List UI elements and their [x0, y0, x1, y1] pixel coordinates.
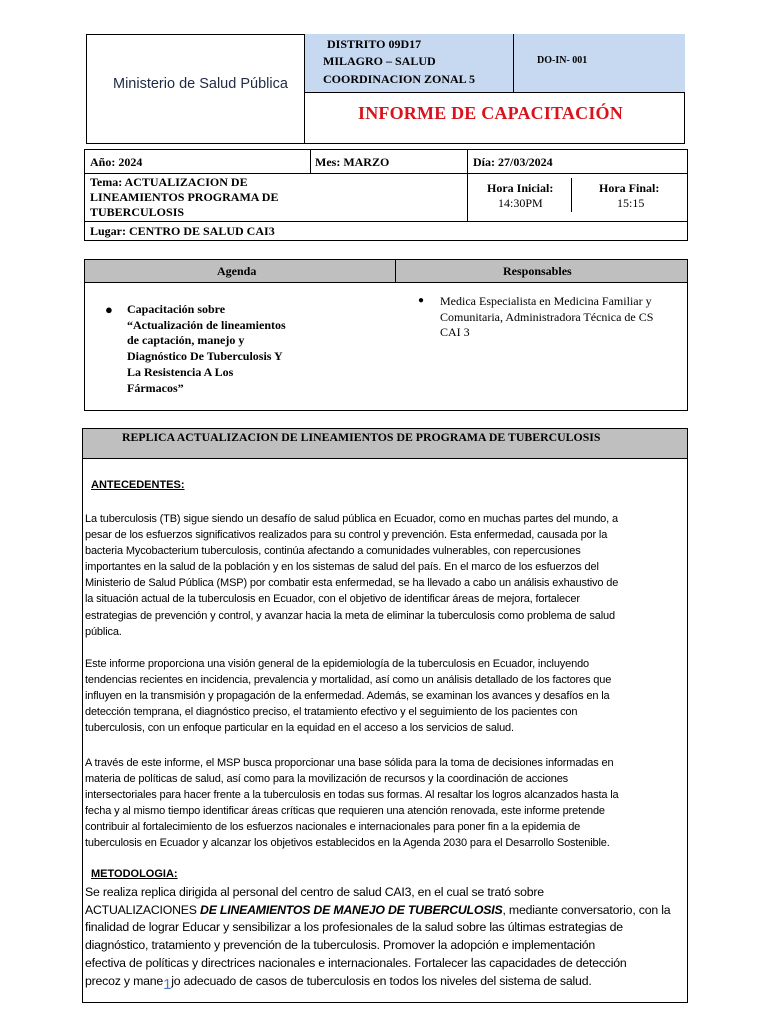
agenda-item-line: Diagnóstico De Tuberculosis Y — [127, 349, 283, 364]
bullet-icon: ● — [418, 295, 425, 306]
responsables-line: Medica Especialista en Medicina Familiar y — [440, 294, 652, 308]
hora-inicial-value: 14:30PM — [498, 196, 543, 210]
responsables-column-header: Responsables — [503, 264, 572, 278]
text-line: materia de políticas de salud, así como para la movilización de recursos y la coordinación de acciones — [85, 773, 569, 786]
district-line: MILAGRO – SALUD — [323, 54, 436, 68]
antecedentes-heading: ANTECEDENTES: — [91, 479, 185, 491]
year-label: Año: 2024 — [90, 155, 143, 169]
agenda-header-row — [84, 259, 688, 283]
text-line: la situación actual de la tuberculosis en Ecuador, con el objetivo de identificar áreas de mejora, fortalecer — [85, 593, 580, 606]
text-line: pública. — [85, 625, 122, 638]
text-line: Ministerio de Salud Pública (MSP) por combatir esta enfermedad, se ha llevado a cabo un análisis exhaustivo de — [85, 577, 619, 590]
text-span: ACTUALIZACIONES — [85, 902, 201, 917]
report-title-cell — [305, 93, 685, 144]
text-line: tendencias recientes en incidencia, prevalencia y mortalidad, así como un análisis detallado de los factores que — [85, 674, 612, 687]
text-line: finalidad de lograr Educar y sensibilizar a los profesionales de la salud sobre las últimas estrategias de — [85, 920, 623, 935]
responsables-line: Comunitaria, Administradora Técnica de CS — [440, 309, 654, 324]
text-line: efectiva de políticas y directrices nacionales e internacionales. Fortalecer las capacidades de detección — [85, 955, 627, 970]
antecedentes-paragraph-1 — [85, 511, 685, 640]
text-span: jo adecuado de casos de tuberculosis en todos los niveles del sistema de salud. — [171, 973, 592, 988]
bullet-icon: ● — [105, 302, 113, 317]
replica-title: REPLICA ACTUALIZACION DE LINEAMIENTOS DE PROGRAMA DE TUBERCULOSIS — [122, 430, 601, 444]
responsables-line: CAI 3 — [440, 325, 470, 339]
text-line: Se realiza replica dirigida al personal del centro de salud CAI3, en el cual se trató sobre — [85, 885, 544, 899]
responsables-item — [440, 294, 685, 341]
district-line: DISTRITO 09D17 — [327, 37, 422, 51]
day-label: Día: 27/03/2024 — [473, 155, 553, 169]
tema-line: LINEAMIENTOS PROGRAMA DE — [90, 190, 279, 204]
divider — [310, 149, 311, 174]
tema-line: Tema: ACTUALIZACION DE — [90, 175, 248, 189]
emphasis-span: DE LINEAMIENTOS DE MANEJO DE TUBERCULOSIS — [200, 902, 503, 917]
hora-final-value: 15:15 — [617, 196, 645, 210]
text-line: Este informe proporciona una visión general de la epidemiología de la tuberculosis en Ecuador, incluyendo — [85, 658, 590, 670]
antecedentes-paragraph-3 — [85, 755, 685, 852]
text-line: La tuberculosis (TB) sigue siendo un desafío de salud pública en Ecuador, como en muchas partes del mundo, a — [85, 513, 618, 525]
tema-line: TUBERCULOSIS — [90, 205, 185, 219]
ministry-logo-cell — [86, 34, 305, 144]
month-label: Mes: MARZO — [315, 155, 390, 169]
text-line: diagnóstico, tratamiento y prevención de la tuberculosis. Promover la adopción e implementación — [85, 938, 596, 953]
text-line — [85, 973, 685, 994]
metodologia-heading: METODOLOGIA: — [91, 868, 178, 880]
antecedentes-paragraph-2 — [85, 656, 685, 736]
document-code-cell — [514, 34, 685, 93]
text-span: precoz y mane — [85, 973, 164, 988]
divider — [467, 149, 468, 174]
page-number: 1 — [163, 975, 172, 993]
agenda-item — [127, 302, 327, 396]
text-line: tuberculosis, con un enfoque particular en la equidad en el acceso a los servicios de salud. — [85, 722, 514, 735]
text-line: intersectoriales para hacer frente a la tuberculosis en todas sus formas. Al resaltar los logros alcanzados hasta la — [85, 789, 619, 802]
text-line: influyen en la transmisión y propagación de la enfermedad. Además, se examinan los avances y desafíos en la — [85, 690, 610, 703]
agenda-item-line: Capacitación sobre — [127, 302, 226, 316]
agenda-item-line: de captación, manejo y — [127, 333, 245, 348]
text-line: detección temprana, el diagnóstico preciso, el tratamiento efectivo y el seguimiento de los pacientes con — [85, 706, 578, 719]
document-code: DO-IN- 001 — [537, 55, 588, 66]
hora-final-label: Hora Final: — [599, 181, 660, 195]
agenda-item-line: Fármacos” — [127, 380, 184, 395]
text-line: tuberculosis en Ecuador y alcanzar los objetivos establecidos en la Agenda 2030 para el Desarrollo Sostenible. — [85, 837, 610, 850]
agenda-item-line: “Actualización de lineamientos — [127, 317, 286, 332]
text-line: contribuir al fortalecimiento de los esfuerzos nacionales e internacionales para poner fin a la epidemia de — [85, 821, 581, 834]
ministry-name: Ministerio de Salud Pública — [113, 76, 288, 92]
metodologia-paragraph — [85, 884, 685, 993]
divider — [571, 178, 572, 212]
agenda-column-header: Agenda — [217, 264, 257, 278]
hora-inicial-label: Hora Inicial: — [487, 181, 554, 195]
text-line: fecha y al mismo tiempo identificar áreas críticas que requieren una atención renovada, este informe pretende — [85, 805, 605, 818]
district-cell — [305, 34, 514, 93]
lugar-label: Lugar: CENTRO DE SALUD CAI3 — [90, 224, 275, 238]
text-line — [85, 902, 685, 920]
text-line: pesar de los esfuerzos significativos realizados para su control y prevención. Esta enfermedad, causada por la — [85, 529, 608, 542]
text-line: estrategias de prevención y control, y avanzar hacia la meta de eliminar la tuberculosis como problema de salud — [85, 609, 615, 622]
text-line: A través de este informe, el MSP busca proporcionar una base sólida para la toma de decisiones informadas en — [85, 757, 614, 769]
divider — [467, 173, 468, 222]
text-span: , mediante conversatorio, con la — [502, 902, 671, 917]
report-title: INFORME DE CAPACITACIÓN — [358, 103, 623, 123]
divider — [395, 259, 396, 283]
text-line: bacteria Mycobacterium tuberculosis, continúa afectando a comunidades vulnerables, con repercusiones — [85, 545, 581, 558]
agenda-item-line: La Resistencia A Los — [127, 364, 234, 379]
text-line: importantes en la salud de la población y en los sistemas de salud del país. En el marco de los esfuerzos del — [85, 561, 599, 574]
district-line: COORDINACION ZONAL 5 — [323, 72, 476, 86]
